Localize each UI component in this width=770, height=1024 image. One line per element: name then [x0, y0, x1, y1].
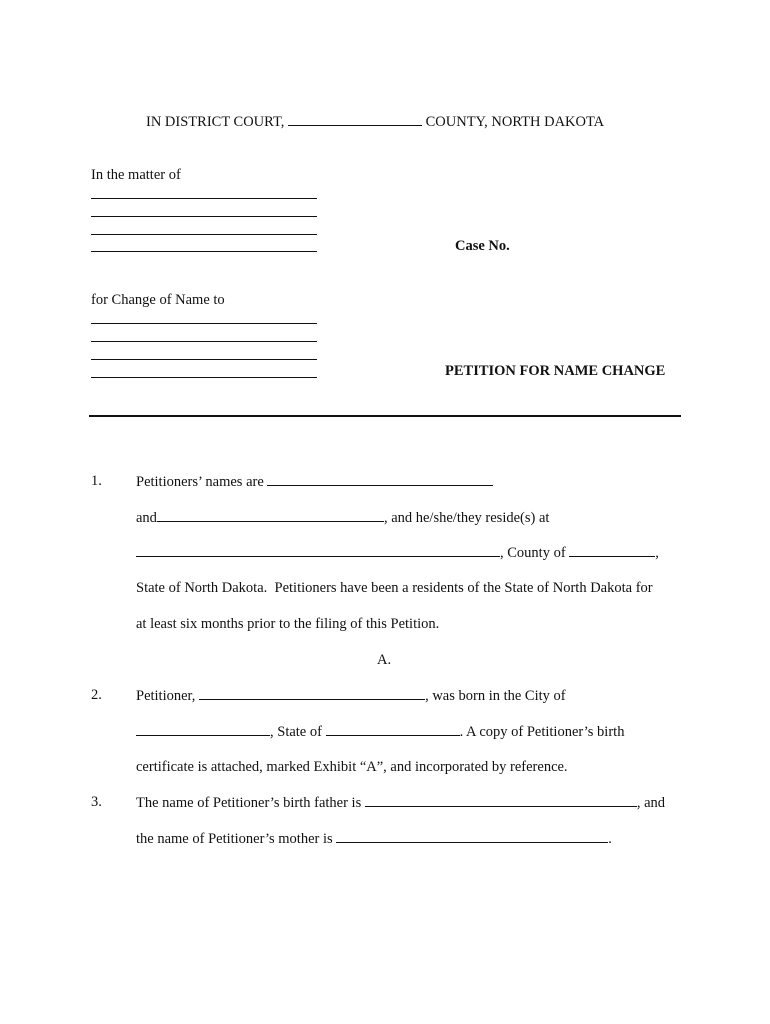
birth-state-blank[interactable] [326, 722, 460, 736]
caption-divider [89, 415, 681, 417]
paragraph-1-line-3: , County of , [136, 543, 659, 562]
court-suffix: COUNTY, NORTH DAKOTA [425, 114, 605, 130]
paragraph-3-line-1: The name of Petitioner’s birth father is , and [136, 795, 666, 811]
name-line-3[interactable] [91, 234, 317, 235]
new-name-line-2[interactable] [91, 341, 317, 342]
name-line-4[interactable] [91, 251, 317, 252]
new-name-line-4[interactable] [91, 377, 317, 378]
birth-city-blank[interactable] [136, 722, 270, 736]
petitioner-name-blank[interactable] [199, 686, 425, 700]
section-a-heading: A. [377, 652, 392, 668]
new-name-line-1[interactable] [91, 323, 317, 324]
paragraph-1-line-2: and , and he/she/they reside(s) at [136, 510, 550, 526]
county-blank[interactable] [288, 112, 422, 126]
residence-county-blank[interactable] [569, 543, 655, 557]
new-name-line-3[interactable] [91, 359, 317, 360]
name-line-1[interactable] [91, 198, 317, 199]
change-of-name-label: for Change of Name to [91, 292, 225, 308]
paragraph-2-line-3: certificate is attached, marked Exhibit “A”, and incorporated by reference. [136, 759, 568, 775]
court-prefix: IN DISTRICT COURT, [146, 114, 285, 130]
paragraph-1-line-5: at least six months prior to the filing of this Petition. [136, 616, 440, 632]
birth-father-blank[interactable] [365, 793, 637, 807]
paragraph-3-line-2: the name of Petitioner’s mother is . [136, 831, 612, 847]
case-number-label: Case No. [455, 238, 510, 254]
in-matter-of-label: In the matter of [91, 167, 181, 183]
petitioner-names-blank-1[interactable] [267, 472, 493, 486]
paragraph-1-line-4: State of North Dakota. Petitioners have been a residents of the State of North Dakota for [136, 580, 653, 596]
paragraph-3-number: 3. [91, 794, 102, 810]
document-title: PETITION FOR NAME CHANGE [445, 363, 666, 379]
petitioner-names-blank-2[interactable] [157, 508, 384, 522]
paragraph-2-number: 2. [91, 687, 102, 703]
paragraph-2-line-1: Petitioner, , was born in the City of [136, 688, 566, 704]
court-heading [146, 112, 604, 131]
residence-address-blank[interactable] [136, 543, 500, 557]
mother-name-blank[interactable] [336, 829, 608, 843]
name-line-2[interactable] [91, 216, 317, 217]
paragraph-1-line-1: Petitioners’ names are [136, 472, 493, 491]
paragraph-1-number: 1. [91, 473, 102, 489]
paragraph-2-line-2: , State of . A copy of Petitioner’s birth [136, 722, 624, 741]
